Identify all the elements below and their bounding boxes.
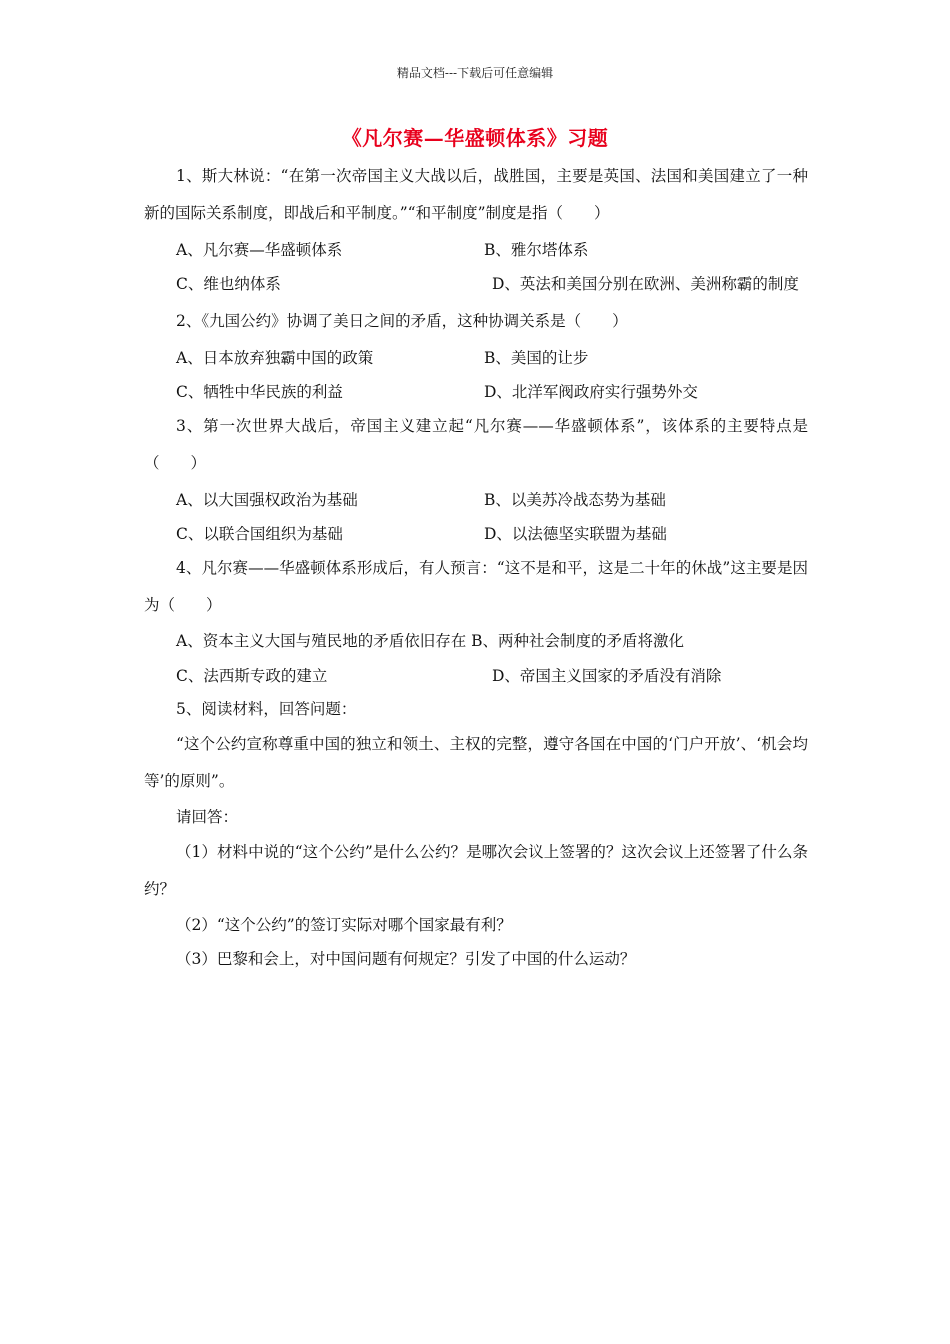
question-3-option-a: A、以大国强权政治为基础 [176, 491, 358, 509]
question-4-options-ab: A、资本主义大国与殖民地的矛盾依旧存在 B、两种社会制度的矛盾将激化 [176, 632, 685, 650]
question-1-options-ab [144, 232, 808, 266]
question-1-option-d: D、英法和美国分别在欧洲、美洲称霸的制度 [492, 275, 799, 293]
question-2-stem: 2、《九国公约》协调了美日之间的矛盾，这种协调关系是（ ） [176, 312, 628, 330]
question-3-options-cd [144, 516, 808, 550]
question-1-option-b: B、雅尔塔体系 [484, 241, 589, 259]
question-2-option-a: A、日本放弃独霸中国的政策 [176, 349, 374, 367]
question-3-option-d: D、以法德坚实联盟为基础 [484, 525, 667, 543]
question-2-options-cd [144, 374, 808, 408]
question-3-option-b: B、以美苏冷战态势为基础 [484, 491, 666, 509]
question-5-sub-1: （1）材料中说的“这个公约”是什么公约？是哪次会议上签署的？这次会议上还签署了什么条约？ [144, 843, 808, 898]
question-3-option-c: C、以联合国组织为基础 [176, 525, 343, 543]
document-title: 《凡尔赛—华盛顿体系》习题 [341, 126, 609, 150]
question-2-options-ab [144, 340, 808, 374]
question-1-option-a: A、凡尔赛—华盛顿体系 [176, 241, 343, 259]
question-3-options-ab [144, 482, 808, 516]
question-5-prompt: 请回答： [176, 808, 239, 826]
question-4-options-cd [144, 658, 808, 692]
question-list [144, 158, 808, 976]
question-2-option-c: C、牺牲中华民族的利益 [176, 383, 343, 401]
question-3-stem: 3、第一次世界大战后，帝国主义建立起“凡尔赛——华盛顿体系”，该体系的主要特点是（ ） [144, 417, 808, 472]
question-4-stem: 4、凡尔赛——华盛顿体系形成后，有人预言：“这不是和平，这是二十年的休战”这主要是因为（ ） [144, 559, 808, 614]
question-1-option-c: C、维也纳体系 [176, 275, 281, 293]
question-1-options-cd [144, 266, 808, 303]
question-5-sub-2: （2）“这个公约”的签订实际对哪个国家最有利？ [176, 916, 512, 934]
question-4-option-c: C、法西斯专政的建立 [176, 667, 328, 685]
page-header: 精品文档---下载后可任意编辑 [396, 66, 554, 80]
question-5-material: “这个公约宣称尊重中国的独立和领土、主权的完整，遵守各国在中国的‘门户开放’、‘机会均等’的原则”。 [144, 735, 808, 790]
question-2-option-d: D、北洋军阀政府实行强势外交 [484, 383, 698, 401]
question-2-option-b: B、美国的让步 [484, 349, 589, 367]
question-5-sub-3: （3）巴黎和会上，对中国问题有何规定？引发了中国的什么运动？ [176, 950, 636, 968]
question-5-stem: 5、阅读材料，回答问题： [176, 700, 357, 718]
question-4-option-d: D、帝国主义国家的矛盾没有消除 [492, 667, 722, 685]
question-1-stem: 1、斯大林说：“在第一次帝国主义大战以后，战胜国，主要是英国、法国和美国建立了一种新的国际关系制度，即战后和平制度。”“和平制度”制度是指（ ） [144, 167, 808, 222]
